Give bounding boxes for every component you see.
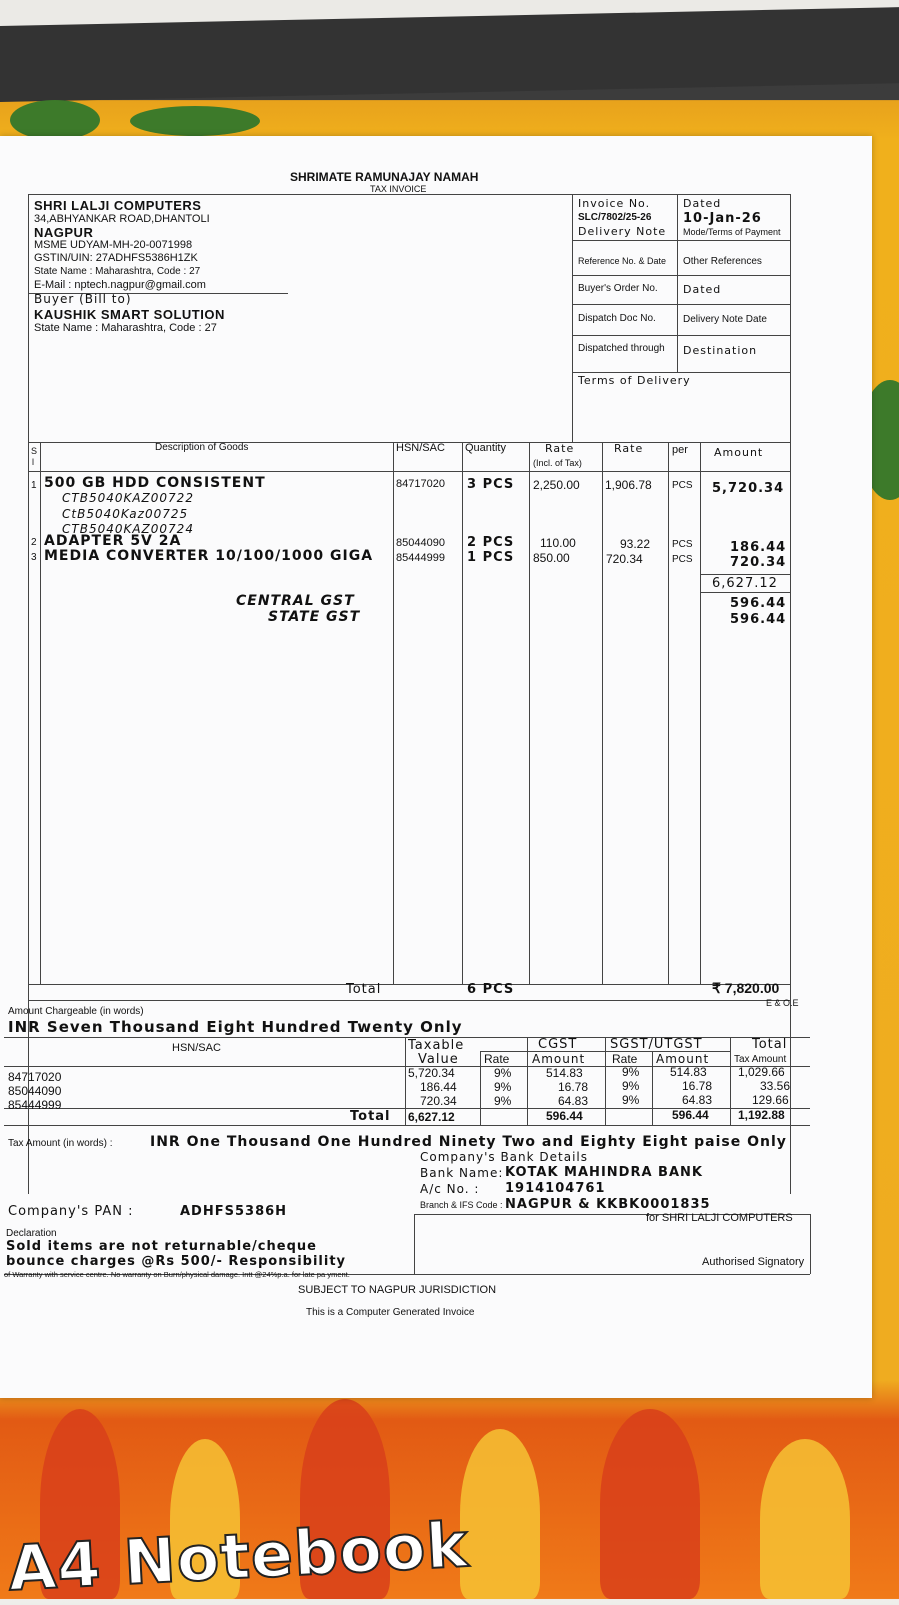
blessing: SHRIMATE RAMUNAJAY NAMAH (290, 170, 479, 184)
reference-no: Reference No. & Date (578, 256, 667, 266)
tax-label: CENTRAL GST (236, 593, 355, 609)
tax-row-total: 1,029.66 (738, 1065, 785, 1079)
item-amount: 5,720.34 (712, 481, 785, 496)
tax-col-crate: Rate (484, 1052, 510, 1066)
tax-total-taxable: 6,627.12 (408, 1110, 455, 1124)
amount-words: INR Seven Thousand Eight Hundred Twenty Only (8, 1018, 463, 1036)
col-rate-incl: Rate (545, 442, 575, 455)
tax-row-crate: 9% (494, 1094, 512, 1108)
col-description: Description of Goods (155, 442, 249, 453)
item-qty: 3 PCS (467, 477, 515, 492)
item-serial: CTB5040KAZ00724 (62, 522, 194, 536)
tax-row-taxable: 5,720.34 (408, 1066, 455, 1080)
item-rate: 93.22 (620, 537, 651, 551)
item-serial: CTB5040KAZ00722 (62, 491, 194, 505)
col-hsn: HSN/SAC (396, 442, 445, 454)
tax-total-camt: 596.44 (546, 1109, 583, 1123)
tax-col-taxamount: Tax Amount (734, 1054, 787, 1065)
declaration-line: bounce charges @Rs 500/- Responsibility (6, 1254, 347, 1269)
seller-city: NAGPUR (34, 225, 94, 240)
item-hsn: 85444999 (396, 552, 445, 564)
declaration-line: Sold items are not returnable/cheque (6, 1239, 317, 1254)
bank-ac: 1914104761 (505, 1181, 606, 1196)
bank-ac-label: A/c No. : (420, 1182, 480, 1196)
tax-col-hsn: HSN/SAC (172, 1042, 221, 1054)
flame-decoration (760, 1439, 850, 1599)
seller-name: SHRI LALJI COMPUTERS (34, 198, 202, 213)
col-rate-incl-sub: (Incl. of Tax) (533, 458, 582, 468)
bank-ifsc: NAGPUR & KKBK0001835 (505, 1197, 711, 1212)
total-qty: 6 PCS (467, 982, 515, 997)
tax-row-taxable: 186.44 (420, 1080, 457, 1094)
tax-row-camt: 64.83 (558, 1094, 589, 1108)
item-description: ADAPTER 5V 2A (44, 533, 182, 549)
declaration-label: Declaration (6, 1228, 57, 1239)
doc-type: TAX INVOICE (370, 184, 427, 194)
dispatch-doc-no: Dispatch Doc No. (578, 313, 656, 324)
col-per: per (672, 444, 688, 456)
tax-col-taxable: Taxable (408, 1038, 465, 1053)
tax-row-srate: 9% (622, 1093, 640, 1107)
tax-label: STATE GST (268, 609, 361, 625)
seller-state: State Name : Maharashtra, Code : 27 (34, 266, 201, 277)
computer-generated: This is a Computer Generated Invoice (306, 1307, 475, 1318)
total-amount: ₹ 7,820.00 (712, 980, 780, 996)
col-rate: Rate (614, 442, 644, 455)
flame-decoration (460, 1429, 540, 1599)
tax-col-cgst: CGST (538, 1037, 578, 1052)
item-hsn: 84717020 (396, 478, 445, 490)
other-references: Other References (683, 256, 762, 267)
tax-row-camt: 514.83 (546, 1066, 583, 1080)
tax-row-crate: 9% (494, 1080, 512, 1094)
tax-row-hsn: 84717020 (8, 1070, 62, 1084)
tax-row-total: 33.56 (760, 1079, 791, 1093)
subtotal: 6,627.12 (712, 576, 778, 591)
item-description: 500 GB HDD CONSISTENT (44, 475, 266, 491)
bank-name-label: Bank Name: (420, 1166, 504, 1180)
flame-decoration (600, 1409, 700, 1599)
tax-row-camt: 16.78 (558, 1080, 589, 1094)
authorised-signatory: Authorised Signatory (702, 1256, 805, 1268)
col-amount: Amount (714, 446, 764, 459)
tax-row-hsn: 85044090 (8, 1084, 62, 1098)
tax-col-samt: Amount (656, 1052, 710, 1066)
item-amount: 186.44 (730, 540, 787, 555)
seller-gstin: GSTIN/UIN: 27ADHFS5386H1ZK (34, 252, 198, 264)
item-per: PCS (672, 480, 693, 491)
item-sl: 1 (31, 480, 37, 491)
mode-terms: Mode/Terms of Payment (683, 227, 781, 237)
buyer-label: Buyer (Bill to) (34, 292, 132, 306)
invoice-no: SLC/7802/25-26 (578, 212, 652, 223)
tax-row-samt: 16.78 (682, 1079, 713, 1093)
seller-email: E-Mail : nptech.nagpur@gmail.com (34, 279, 206, 291)
amount-words-label: Amount Chargeable (in words) (8, 1006, 144, 1017)
sign-for: for SHRI LALJI COMPUTERS (646, 1212, 793, 1224)
col-quantity: Quantity (465, 442, 506, 454)
col-sl-2: l (32, 457, 34, 467)
delivery-note-date: Delivery Note Date (683, 314, 767, 325)
tax-col-total: Total (752, 1037, 788, 1052)
leaf-decoration (130, 106, 260, 136)
tax-row-total: 129.66 (752, 1093, 789, 1107)
seller-msme: MSME UDYAM-MH-20-0071998 (34, 239, 193, 251)
dispatched-through: Dispatched through (578, 343, 665, 354)
item-sl: 2 (31, 537, 37, 548)
tax-row-taxable: 720.34 (420, 1094, 457, 1108)
tax-row-crate: 9% (494, 1066, 512, 1080)
leaf-decoration (10, 100, 100, 140)
notebook-brand: A4 Notebook (6, 1507, 471, 1605)
terms-of-delivery: Terms of Delivery (578, 374, 691, 387)
bank-ifsc-label: Branch & IFS Code : (420, 1200, 503, 1210)
tax-total-label: Total (350, 1109, 391, 1124)
tax-row-srate: 9% (622, 1065, 640, 1079)
tax-row-samt: 64.83 (682, 1093, 713, 1107)
buyer-name: KAUSHIK SMART SOLUTION (34, 307, 225, 322)
tax-total-samt: 596.44 (672, 1108, 709, 1122)
item-rate-incl: 110.00 (540, 536, 576, 550)
delivery-note: Delivery Note (578, 225, 667, 238)
tax-row-hsn: 85444999 (8, 1098, 62, 1112)
tax-words: INR One Thousand One Hundred Ninety Two and Eighty Eight paise Only (150, 1134, 787, 1150)
item-rate: 1,906.78 (605, 478, 652, 492)
tax-col-sgst: SGST/UTGST (610, 1037, 703, 1052)
dated-value: 10-Jan-26 (683, 211, 762, 226)
item-qty: 2 PCS (467, 535, 515, 550)
dated-label: Dated (683, 197, 722, 210)
invoice-paper (0, 136, 872, 1398)
jurisdiction: SUBJECT TO NAGPUR JURISDICTION (298, 1284, 497, 1296)
tax-amount: 596.44 (730, 612, 787, 627)
item-hsn: 85044090 (396, 537, 445, 549)
item-sl: 3 (31, 552, 37, 563)
item-description: MEDIA CONVERTER 10/100/1000 GIGA (44, 548, 374, 564)
pan-value: ADHFS5386H (180, 1204, 288, 1219)
tax-row-samt: 514.83 (670, 1065, 707, 1079)
item-qty: 1 PCS (467, 550, 515, 565)
item-rate: 720.34 (606, 552, 643, 566)
bank-name: KOTAK MAHINDRA BANK (505, 1165, 703, 1180)
invoice-no-label: Invoice No. (578, 197, 651, 210)
bank-title: Company's Bank Details (420, 1150, 589, 1164)
item-per: PCS (672, 539, 693, 550)
tax-col-value: Value (418, 1052, 459, 1067)
declaration-line: of Warranty with service centre. No warranty on Burn/physical damage. Intt @24%p.a. for late pa yment. (4, 1270, 350, 1279)
col-sl: S (31, 446, 38, 456)
seller-address: 34,ABHYANKAR ROAD,DHANTOLI (34, 213, 210, 225)
tax-words-label: Tax Amount (in words) : (8, 1138, 113, 1149)
item-rate-incl: 2,250.00 (533, 478, 580, 492)
item-rate-incl: 850.00 (533, 551, 570, 565)
eoe: E & O.E (766, 998, 799, 1008)
item-amount: 720.34 (730, 555, 787, 570)
buyer-state: State Name : Maharashtra, Code : 27 (34, 322, 217, 334)
dated2: Dated (683, 283, 722, 296)
tax-amount: 596.44 (730, 596, 787, 611)
item-serial: CtB5040Kaz00725 (62, 507, 189, 521)
tax-col-camt: Amount (532, 1052, 586, 1066)
item-per: PCS (672, 554, 693, 565)
total-label: Total (346, 982, 382, 997)
destination: Destination (683, 344, 758, 357)
tax-col-srate: Rate (612, 1052, 638, 1066)
buyers-order-no: Buyer's Order No. (578, 283, 658, 294)
pan-label: Company's PAN : (8, 1204, 134, 1219)
tax-row-srate: 9% (622, 1079, 640, 1093)
tax-total-tax: 1,192.88 (738, 1108, 785, 1122)
